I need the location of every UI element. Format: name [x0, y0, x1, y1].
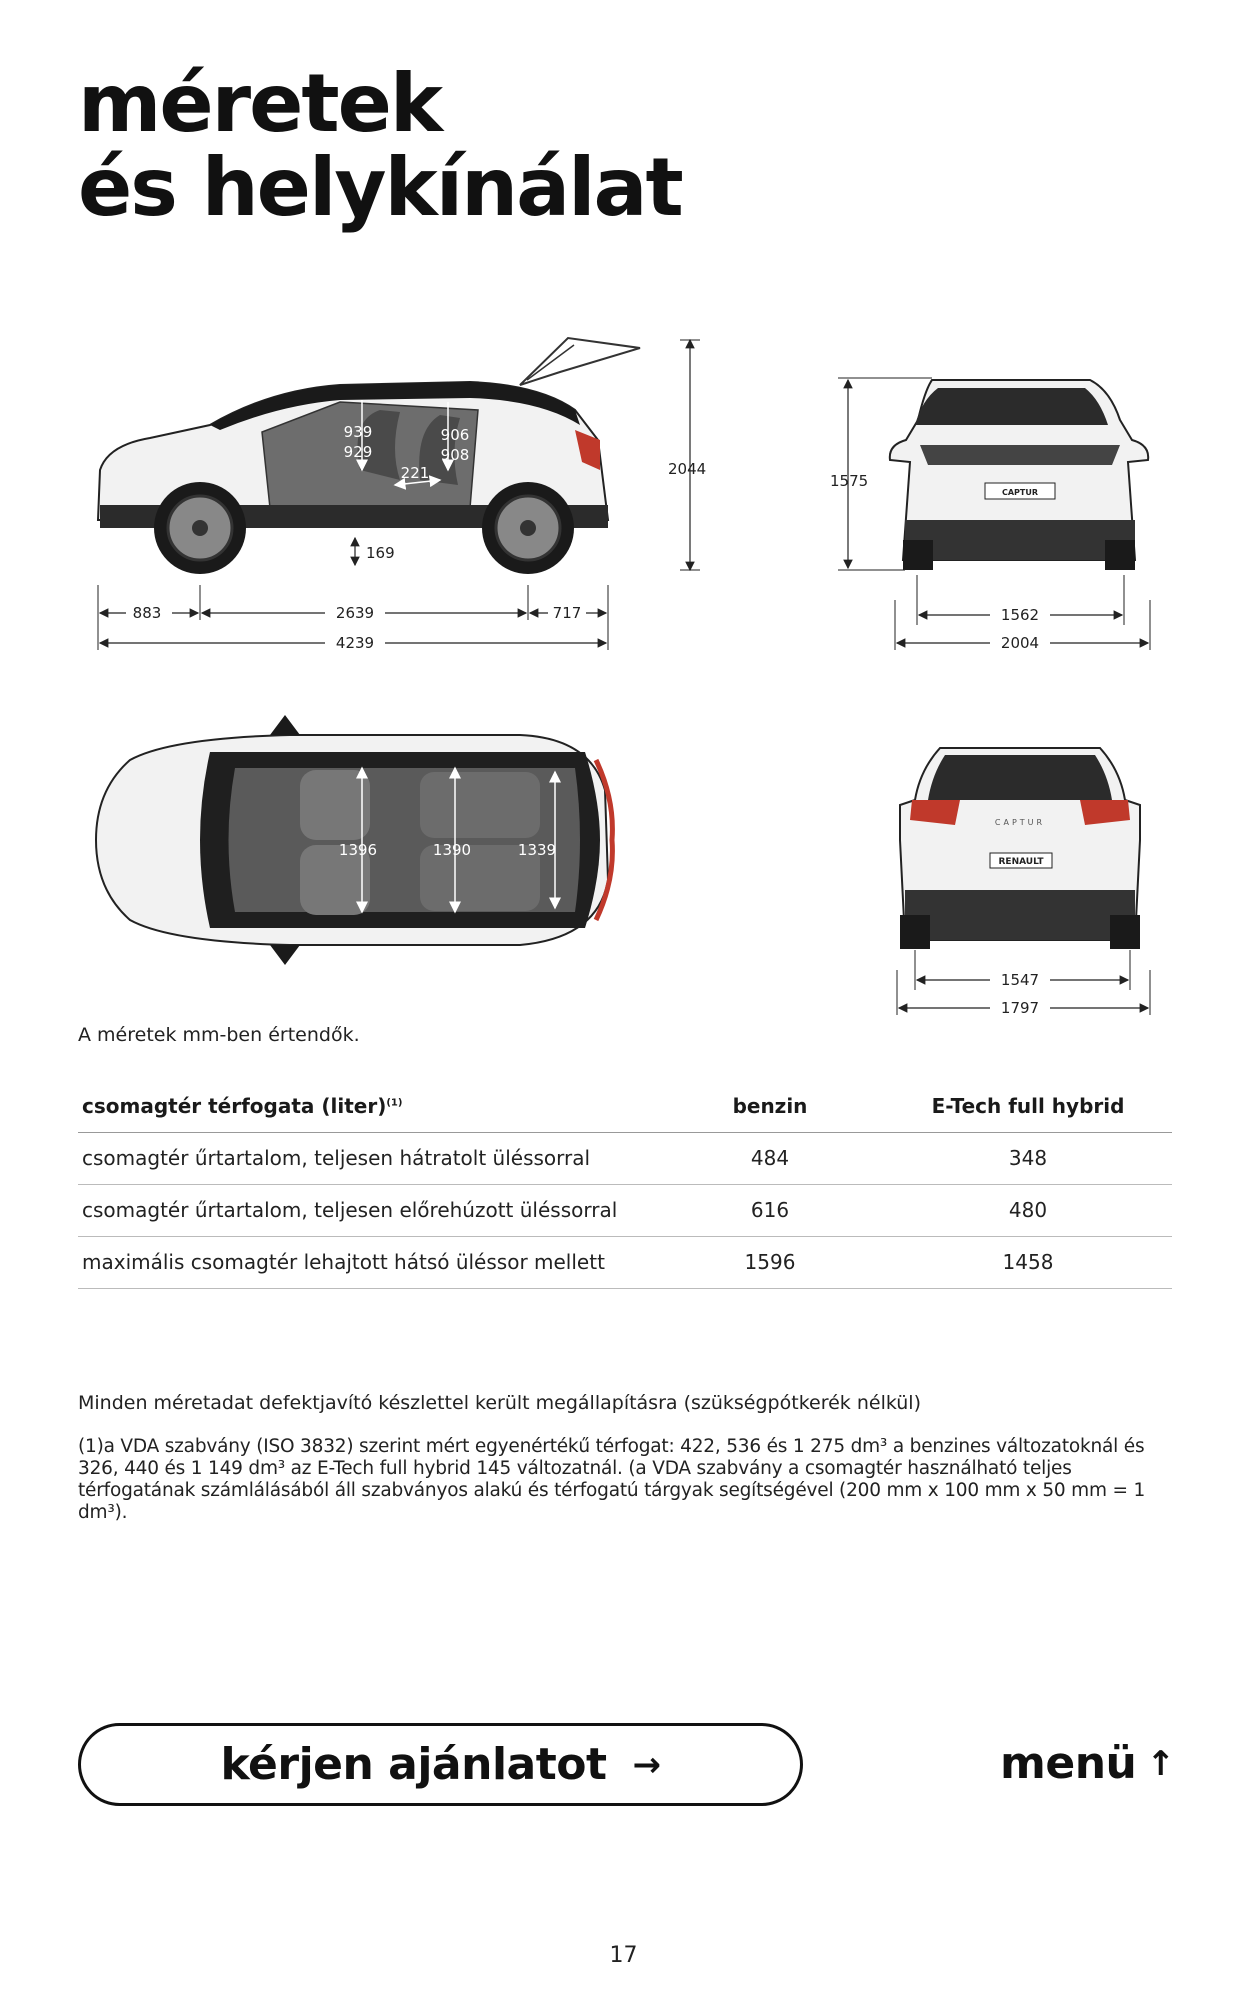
dim-elbow-front: 1396: [338, 841, 378, 859]
row-hybrid: 1458: [884, 1237, 1172, 1289]
row-benzin: 1596: [656, 1237, 884, 1289]
dim-headroom-rear-2: 908: [440, 446, 470, 464]
front-badge: CAPTUR: [1001, 488, 1039, 497]
footnote-vda: (1)a VDA szabvány (ISO 3832) szerint mért egyenértékű térfogat: 422, 536 és 1 275 dm³ a benzines változatoknál és 326, 440 és 1 149 dm³ az E-Tech full hybrid 145 változatnál. (a VDA szabvány a csomagtér használható teljes térfogatának számlálásából áll szabványos alakú és térfogatú tárgyak segítségével (200 mm x 100 mm x 50 mm = 1 dm³).: [78, 1436, 1146, 1523]
request-offer-label: kérjen ajánlatot: [220, 1739, 607, 1790]
trunk-volume-table: [78, 1082, 1172, 1289]
menu-label: menü: [1000, 1738, 1137, 1789]
dim-front-height: 1575: [830, 472, 869, 490]
rear-badge: CAPTUR: [994, 818, 1046, 827]
dim-width-mirrors: 2004: [1000, 634, 1040, 652]
table-row: [78, 1133, 1172, 1185]
table-row: [78, 1237, 1172, 1289]
rear-plate: RENAULT: [998, 857, 1044, 867]
arrow-right-icon: →: [632, 1744, 661, 1785]
page-title-line-2: és helykínálat: [78, 141, 682, 234]
menu-link[interactable]: [1000, 1738, 1174, 1789]
dim-ground-clearance: 169: [366, 544, 395, 562]
dim-wheelbase: 2639: [335, 604, 375, 622]
dim-headroom-rear-1: 906: [440, 426, 470, 444]
row-benzin: 484: [656, 1133, 884, 1185]
row-benzin: 616: [656, 1185, 884, 1237]
request-offer-button[interactable]: [78, 1723, 803, 1806]
table-row: [78, 1185, 1172, 1237]
dim-rear-width: 1797: [1000, 999, 1040, 1017]
row-hybrid: 348: [884, 1133, 1172, 1185]
table-header-row: [78, 1082, 1172, 1133]
dim-headroom-front-2: 929: [343, 443, 373, 461]
arrow-up-icon: ↑: [1146, 1743, 1175, 1784]
dim-front-track: 1562: [1000, 606, 1040, 624]
dim-rear-overhang: 717: [552, 604, 582, 622]
table-header-label: [78, 1082, 656, 1133]
units-note: A méretek mm-ben értendők.: [78, 1024, 360, 1046]
row-hybrid: 480: [884, 1185, 1172, 1237]
dim-front-overhang: 883: [132, 604, 162, 622]
row-label: maximális csomagtér lehajtott hátsó üléssor mellett: [78, 1237, 656, 1289]
page-number: 17: [609, 1943, 638, 1968]
rear-view-car: [900, 748, 1140, 949]
header-label-text: csomagtér térfogata (liter): [82, 1094, 387, 1118]
footnote-general: Minden méretadat defektjavító készlettel került megállapításra (szükségpótkerék nélkül): [78, 1392, 921, 1414]
header-footnote-mark: (1): [386, 1097, 403, 1109]
dim-height-tailgate-open: 2044: [668, 460, 707, 478]
dim-elbow-rear: 1390: [432, 841, 472, 859]
dim-knee-room: 221: [400, 464, 430, 482]
row-label: csomagtér űrtartalom, teljesen előrehúzott üléssorral: [78, 1185, 656, 1237]
dim-headroom-front-1: 939: [343, 423, 373, 441]
dim-rear-track: 1547: [1000, 971, 1040, 989]
table-header-benzin: benzin: [656, 1082, 884, 1133]
dim-trunk-width: 1339: [517, 841, 557, 859]
front-view-car: [890, 380, 1148, 570]
table-header-hybrid: E-Tech full hybrid: [884, 1082, 1172, 1133]
page-title-line-1: méretek: [78, 57, 442, 150]
top-view-car: [96, 715, 612, 965]
row-label: csomagtér űrtartalom, teljesen hátratolt üléssorral: [78, 1133, 656, 1185]
dim-length: 4239: [335, 634, 375, 652]
